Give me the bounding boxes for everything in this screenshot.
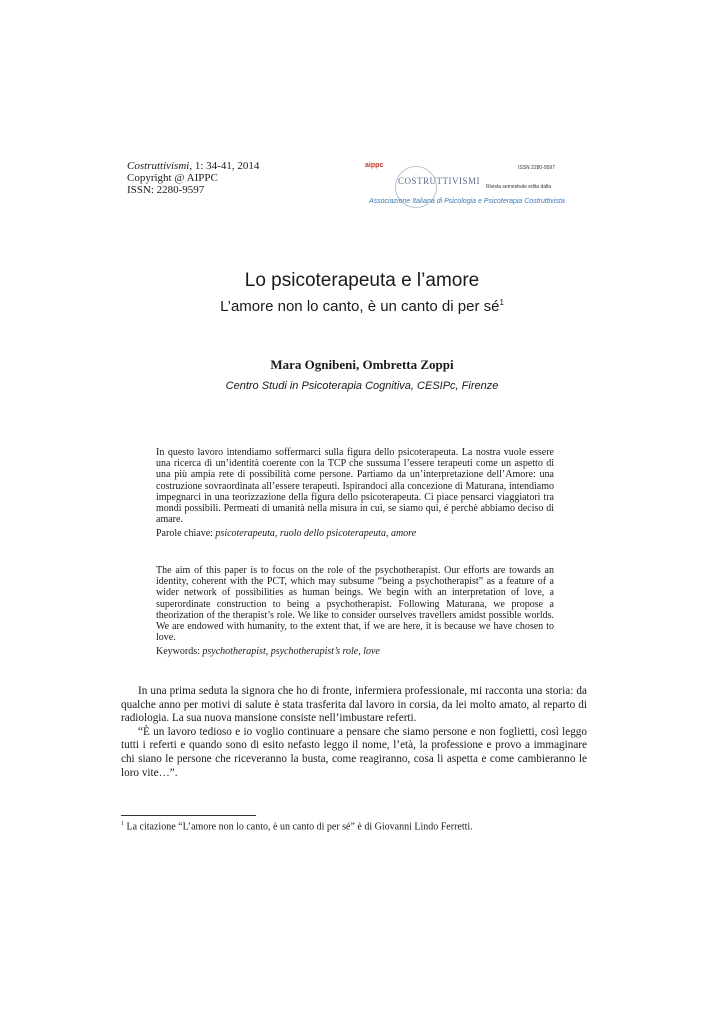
- journal-logo: [365, 160, 565, 212]
- journal-info: [127, 160, 259, 196]
- abstract-english: [156, 565, 554, 658]
- paper-title: Lo psicoterapeuta e l’amore: [244, 270, 480, 291]
- affiliation: Centro Studi in Psicoterapia Cognitiva, CESIPc, Firenze: [225, 380, 499, 392]
- paper-subtitle-text: L’amore non lo canto, è un canto di per sé: [220, 298, 500, 315]
- authors: Mara Ognibeni, Ombretta Zoppi: [270, 357, 454, 372]
- logo-brand: aippc: [365, 162, 384, 169]
- keywords-italian-values: psicoterapeuta, ruolo dello psicoterapeuta, amore: [215, 528, 417, 540]
- keywords-english-values: psychotherapist, psychotherapist’s role, love: [202, 646, 380, 658]
- keywords-english-label: Keywords:: [156, 646, 203, 658]
- footnote-text: La citazione “L’amore non lo canto, è un canto di per sé” è di Giovanni Lindo Ferretti.: [124, 821, 473, 833]
- issn: ISSN: 2280-9597: [127, 184, 205, 196]
- journal-citation: [127, 160, 259, 172]
- journal-name: Costruttivismi: [127, 160, 190, 172]
- abstract-italian-text: In questo lavoro intendiamo soffermarci sulla figura dello psicoterapeuta. La nostra vuole essere una ricerca di un’identità coerente con la TCP che sussuma l’essere terapeuti come un aspetto di una più ampia rete di possibilità come persone. Partiamo da un’interpretazione dell’Amore: una costruzione sovraordinata all’essere terapeuti. Ispirandoci alla concezione di Maturana, intendiamo impegnarci in una teorizzazione della figura dello psicoterapeuta. Ci piace pensarci viaggiatori tra mondi possibili. Permeati di umanità nella misura in cui, se siamo qui, é perchè abbiamo deciso di amare.: [156, 447, 554, 526]
- keywords-italian-label: Parole chiave:: [156, 528, 216, 540]
- footnote-mark: 1: [499, 298, 504, 307]
- body-text: [121, 685, 587, 780]
- logo-association: Associazione Italiana di Psicologia e Psicoterapia Costruttivista: [369, 198, 565, 205]
- body-paragraph: In una prima seduta la signora che ho di fronte, infermiera professionale, mi racconta una storia: da qualche anno per motivi di salute è stata trasferita dal lavoro in corsia, da lei molto amato, al reparto di radiologia. La sua nuova mansione consiste nell’imbustare referti.: [121, 685, 587, 725]
- body-paragraph: “È un lavoro tedioso e io voglio continuare a pensare che siamo persone e non foglietti, così leggo tutti i referti e quando sono di esito nefasto leggo il nome, l’età, la professione e provo a immaginare chi siano le persone che riceveranno la busta, come reagiranno, cosa li aspetta e come cambieranno le loro vite…”.: [121, 725, 587, 779]
- footnote: [121, 821, 473, 832]
- logo-subtitle: Rivista semestrale edita dalla: [486, 184, 552, 190]
- logo-name: COSTRUTTIVISMI: [398, 176, 481, 186]
- copyright: Copyright @ AIPPC: [127, 172, 218, 184]
- keywords-italian: [156, 528, 554, 539]
- abstract-italian: [156, 447, 554, 540]
- journal-issue: , 1: 34-41, 2014: [189, 160, 260, 172]
- footnote-number: 1: [121, 821, 124, 827]
- keywords-english: [156, 646, 554, 657]
- abstract-english-text: The aim of this paper is to focus on the role of the psychotherapist. Our efforts are towards an identity, coherent with the PCT, which may subsume “being a psychotherapist” as a feature of a wider network of possibilities as human beings. We begin with an interpretation of love, a superordinate construction to being a psychotherapist. Following Maturana, we propose a theorization of the therapist’s role. We like to consider ourselves travellers amidst possible worlds. We are endowed with humanity, to the extent that, if we are here, it is because we have chosen to love.: [156, 565, 554, 644]
- paper-subtitle: [0, 298, 724, 315]
- logo-issn: ISSN 2280-9597: [518, 165, 555, 171]
- footnote-divider: [121, 815, 256, 816]
